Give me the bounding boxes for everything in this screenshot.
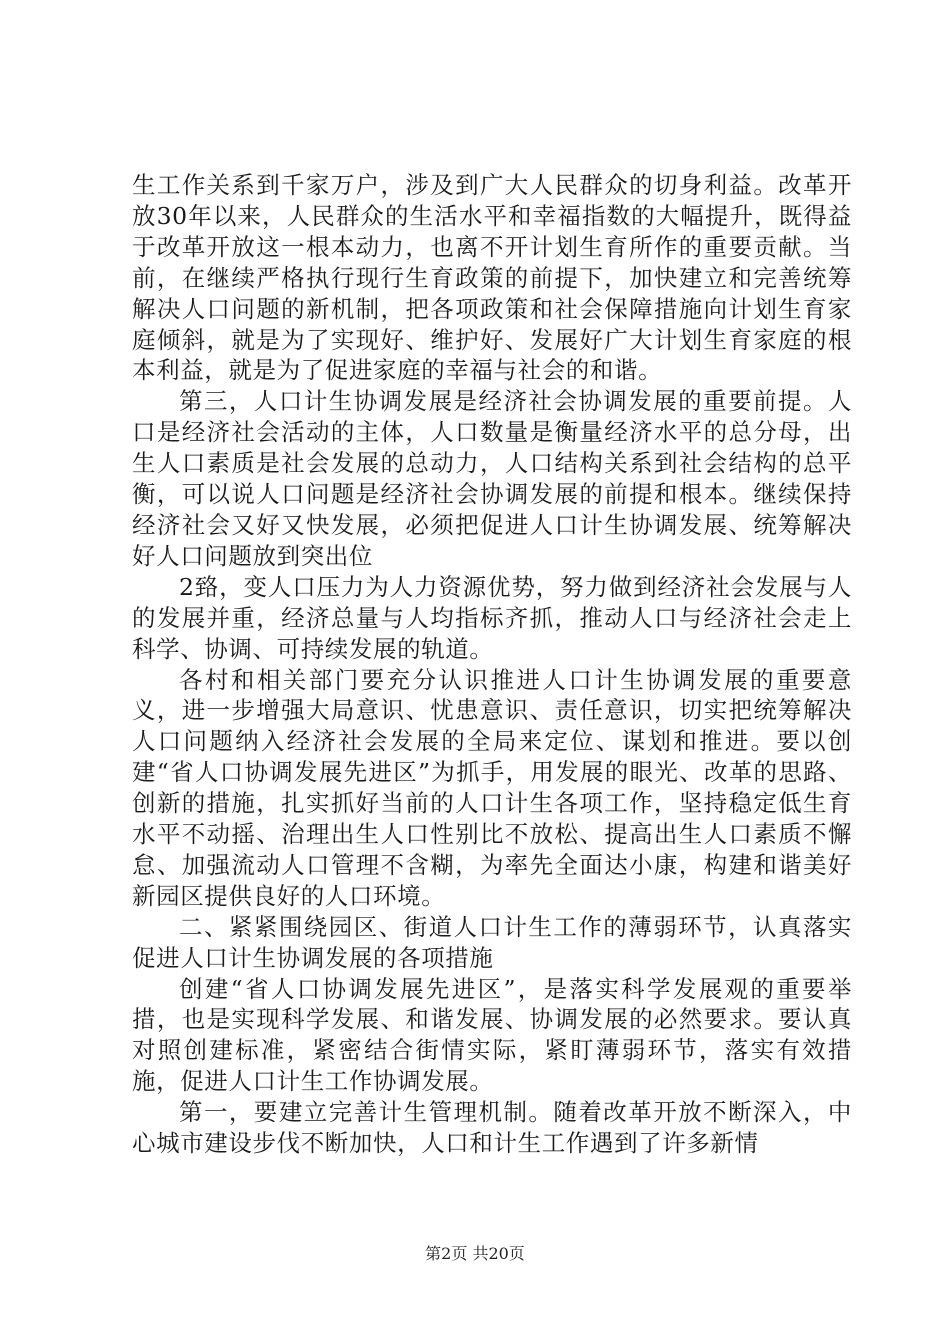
page-number-footer: 第2页 共20页 [425,1244,525,1263]
paragraph-4: 各村和相关部门要充分认识推进人口计生协调发展的重要意义，进一步增强大局意识、忧患意识、责任意识，切实把统筹解决人口问题纳入经济社会发展的全局来定位、谋划和推进。要以创建“省人口协调发展先进区”为抓手，用发展的眼光、改革的思路、创新的措施，扎实抓好当前的人口计生各项工作，坚持稳定低生育水平不动摇、治理出生人口性别比不放松、提高出生人口素质不懈怠、加强流动人口管理不含糊，为率先全面达小康，构建和谐美好新园区提供良好的人口环境。 [132,665,852,910]
paragraph-6: 创建“省人口协调发展先进区”，是落实科学发展观的重要举措，也是实现科学发展、和谐发展、协调发展的必然要求。要认真对照创建标准，紧密结合街情实际，紧盯薄弱环节，落实有效措施，促进人口计生工作协调发展。 [132,974,852,1096]
paragraph-5-heading: 二、紧紧围绕园区、街道人口计生工作的薄弱环节，认真落实促进人口计生协调发展的各项措施 [132,912,852,972]
document-body [132,170,852,1159]
paragraph-2: 第三，人口计生协调发展是经济社会协调发展的重要前提。人口是经济社会活动的主体，人口数量是衡量经济水平的总分母，出生人口素质是社会发展的总动力，人口结构关系到社会结构的总平衡，可以说人口问题是经济社会协调发展的前提和根本。继续保持经济社会又好又快发展，必须把促进人口计生协调发展、统筹解决好人口问题放到突出位 [132,387,852,570]
paragraph-1: 生工作关系到千家万户，涉及到广大人民群众的切身利益。改革开放30年以来，人民群众的生活水平和幸福指数的大幅提升，既得益于改革开放这一根本动力，也离不开计划生育所作的重要贡献。当前，在继续严格执行现行生育政策的前提下，加快建立和完善统筹解决人口问题的新机制，把各项政策和社会保障措施向计划生育家庭倾斜，就是为了实现好、维护好、发展好广大计划生育家庭的根本利益，就是为了促进家庭的幸福与社会的和谐。 [132,171,852,385]
paragraph-7: 第一，要建立完善计生管理机制。随着改革开放不断深入，中心城市建设步伐不断加快，人口和计生工作遇到了许多新情 [132,1098,852,1158]
paragraph-3: 2臵，变人口压力为人力资源优势，努力做到经济社会发展与人的发展并重，经济总量与人均指标齐抓，推动人口与经济社会走上科学、协调、可持续发展的轨道。 [132,572,852,663]
